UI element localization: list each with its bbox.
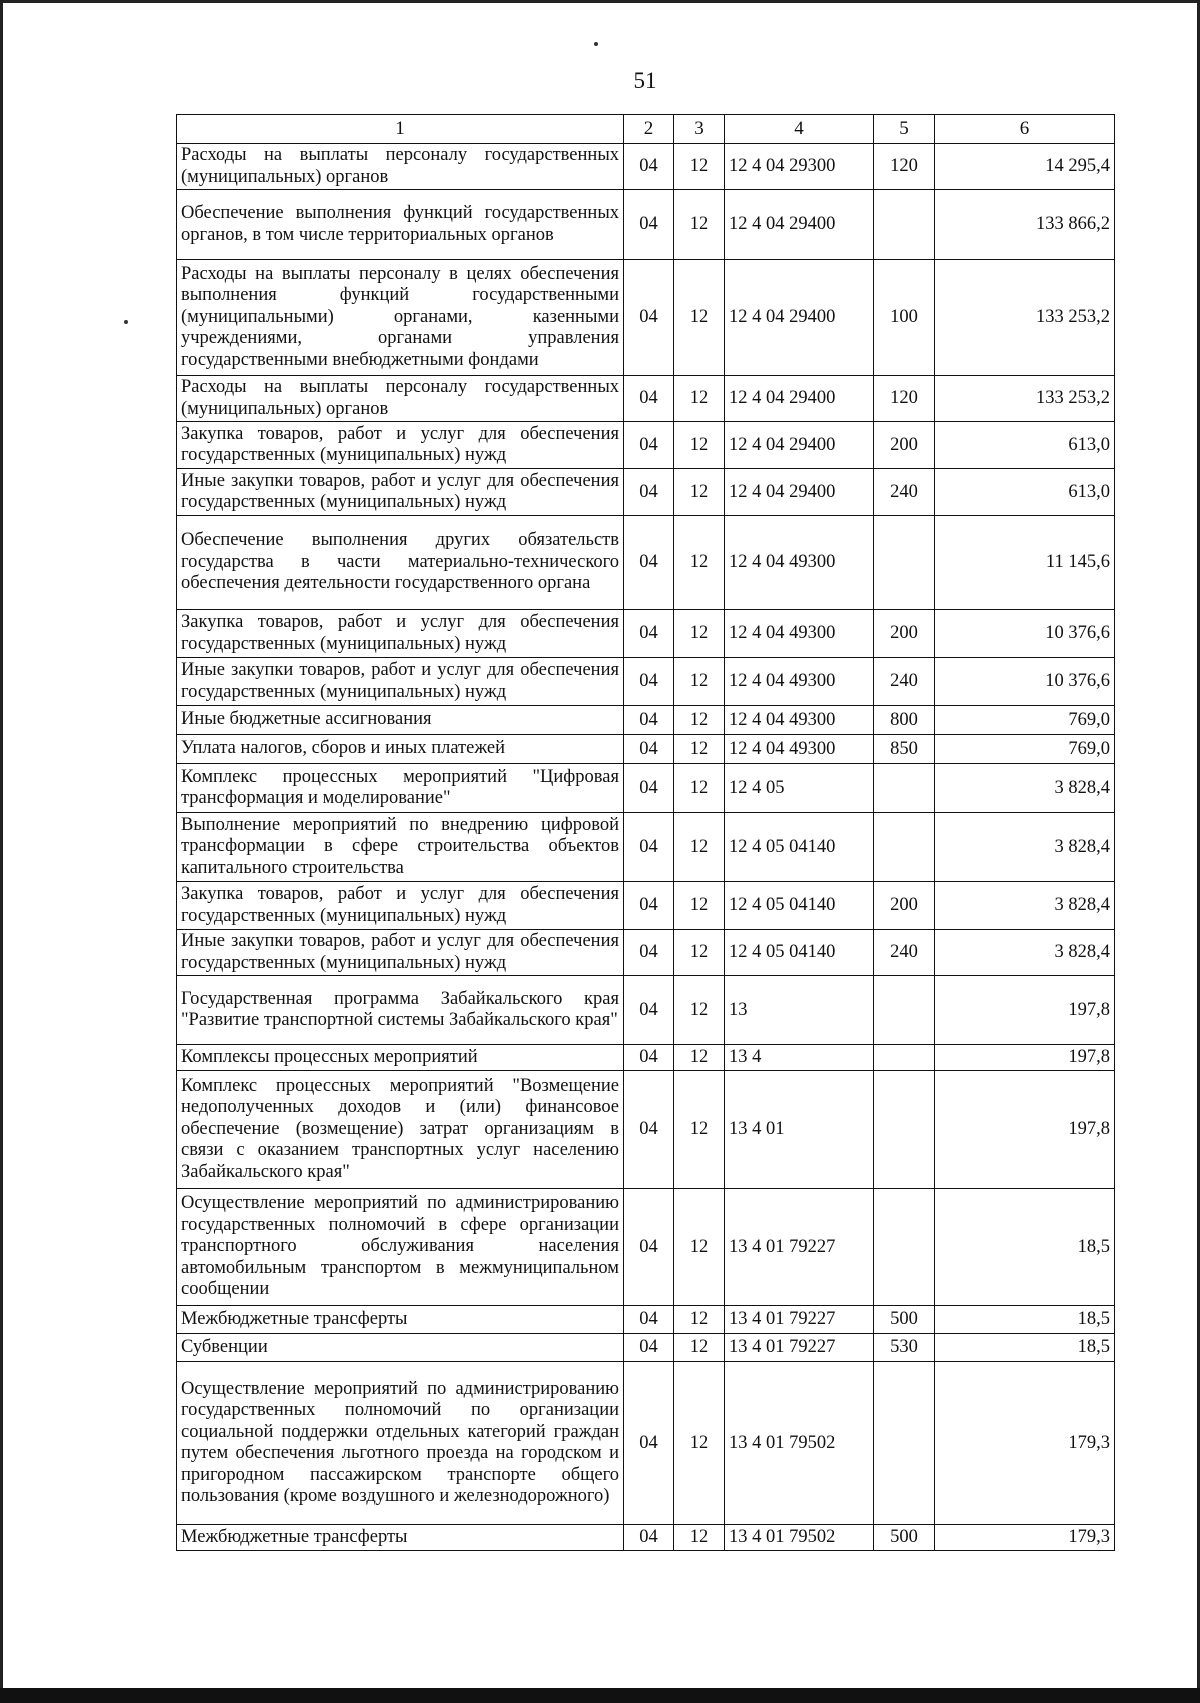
subsection-code: 12 <box>674 469 725 516</box>
expense-name: Государственная программа Забайкальского края "Развитие транспортной системы Забайкальского края" <box>177 976 624 1045</box>
amount: 18,5 <box>935 1189 1115 1306</box>
target-article-code: 12 4 05 04140 <box>725 882 874 930</box>
amount: 3 828,4 <box>935 764 1115 813</box>
target-article-code: 13 4 01 <box>725 1071 874 1189</box>
table-row <box>177 1306 1115 1334</box>
amount: 613,0 <box>935 469 1115 516</box>
expense-type-code: 850 <box>874 735 935 764</box>
section-code: 04 <box>624 1071 674 1189</box>
subsection-code: 12 <box>674 1362 725 1525</box>
expense-type-code: 500 <box>874 1306 935 1334</box>
table-row <box>177 144 1115 190</box>
section-code: 04 <box>624 144 674 190</box>
column-header: 1 <box>177 115 624 144</box>
amount: 133 866,2 <box>935 190 1115 260</box>
column-header: 6 <box>935 115 1115 144</box>
expense-name: Закупка товаров, работ и услуг для обеспечения государственных (муниципальных) нужд <box>177 422 624 469</box>
target-article-code: 12 4 04 29300 <box>725 144 874 190</box>
target-article-code: 13 4 01 79502 <box>725 1362 874 1525</box>
scan-edge-bottom <box>0 1688 1200 1703</box>
expense-name: Расходы на выплаты персоналу государственных (муниципальных) органов <box>177 376 624 422</box>
target-article-code: 13 4 01 79502 <box>725 1525 874 1551</box>
target-article-code: 13 4 01 79227 <box>725 1306 874 1334</box>
expense-name: Осуществление мероприятий по администрированию государственных полномочий по организации социальной поддержки отдельных категорий граждан путем обеспечения льготного проезда на городском и пригородном пассажирском транспорте общего пользования (кроме воздушного и железнодорожного) <box>177 1362 624 1525</box>
target-article-code: 12 4 04 49300 <box>725 735 874 764</box>
target-article-code: 13 4 <box>725 1045 874 1071</box>
expense-name: Обеспечение выполнения других обязательств государства в части материально-технического обеспечения деятельности государственного органа <box>177 516 624 610</box>
target-article-code: 12 4 05 04140 <box>725 930 874 976</box>
expense-name: Иные закупки товаров, работ и услуг для обеспечения государственных (муниципальных) нужд <box>177 658 624 706</box>
amount: 11 145,6 <box>935 516 1115 610</box>
amount: 3 828,4 <box>935 882 1115 930</box>
section-code: 04 <box>624 882 674 930</box>
subsection-code: 12 <box>674 1045 725 1071</box>
section-code: 04 <box>624 260 674 376</box>
expense-type-code: 200 <box>874 422 935 469</box>
expense-type-code: 240 <box>874 469 935 516</box>
subsection-code: 12 <box>674 706 725 735</box>
section-code: 04 <box>624 764 674 813</box>
amount: 179,3 <box>935 1525 1115 1551</box>
table-row <box>177 376 1115 422</box>
subsection-code: 12 <box>674 764 725 813</box>
expense-name: Иные закупки товаров, работ и услуг для обеспечения государственных (муниципальных) нужд <box>177 930 624 976</box>
expense-type-code <box>874 1045 935 1071</box>
subsection-code: 12 <box>674 260 725 376</box>
expense-type-code: 500 <box>874 1525 935 1551</box>
section-code: 04 <box>624 735 674 764</box>
amount: 769,0 <box>935 706 1115 735</box>
amount: 197,8 <box>935 1045 1115 1071</box>
table-row <box>177 930 1115 976</box>
table-row <box>177 1045 1115 1071</box>
subsection-code: 12 <box>674 376 725 422</box>
expense-type-code: 100 <box>874 260 935 376</box>
target-article-code: 12 4 04 29400 <box>725 376 874 422</box>
expense-name: Межбюджетные трансферты <box>177 1525 624 1551</box>
section-code: 04 <box>624 706 674 735</box>
expense-type-code <box>874 1071 935 1189</box>
table-row <box>177 1334 1115 1362</box>
table-row <box>177 1071 1115 1189</box>
expense-type-code: 240 <box>874 658 935 706</box>
amount: 133 253,2 <box>935 260 1115 376</box>
subsection-code: 12 <box>674 610 725 658</box>
target-article-code: 12 4 04 49300 <box>725 658 874 706</box>
subsection-code: 12 <box>674 658 725 706</box>
expense-name: Расходы на выплаты персоналу в целях обеспечения выполнения функций государственными (муниципальными) органами, казенными учреждениями, органами управления государственными внебюджетными фондами <box>177 260 624 376</box>
table-row <box>177 976 1115 1045</box>
section-code: 04 <box>624 1306 674 1334</box>
table-row <box>177 1362 1115 1525</box>
subsection-code: 12 <box>674 735 725 764</box>
column-header: 5 <box>874 115 935 144</box>
amount: 179,3 <box>935 1362 1115 1525</box>
subsection-code: 12 <box>674 144 725 190</box>
table-row <box>177 260 1115 376</box>
amount: 769,0 <box>935 735 1115 764</box>
expense-name: Обеспечение выполнения функций государственных органов, в том числе территориальных органов <box>177 190 624 260</box>
expense-type-code: 240 <box>874 930 935 976</box>
subsection-code: 12 <box>674 882 725 930</box>
amount: 3 828,4 <box>935 930 1115 976</box>
expense-type-code: 200 <box>874 882 935 930</box>
table-header-row <box>177 115 1115 144</box>
section-code: 04 <box>624 1334 674 1362</box>
table-row <box>177 706 1115 735</box>
target-article-code: 12 4 04 29400 <box>725 260 874 376</box>
expense-name: Закупка товаров, работ и услуг для обеспечения государственных (муниципальных) нужд <box>177 610 624 658</box>
table-row <box>177 190 1115 260</box>
section-code: 04 <box>624 376 674 422</box>
expense-type-code: 530 <box>874 1334 935 1362</box>
target-article-code: 12 4 04 49300 <box>725 516 874 610</box>
table-row <box>177 882 1115 930</box>
table-row <box>177 1189 1115 1306</box>
amount: 197,8 <box>935 976 1115 1045</box>
table-row <box>177 764 1115 813</box>
section-code: 04 <box>624 1189 674 1306</box>
expense-name: Расходы на выплаты персоналу государственных (муниципальных) органов <box>177 144 624 190</box>
section-code: 04 <box>624 1362 674 1525</box>
subsection-code: 12 <box>674 1334 725 1362</box>
subsection-code: 12 <box>674 813 725 882</box>
subsection-code: 12 <box>674 976 725 1045</box>
section-code: 04 <box>624 190 674 260</box>
subsection-code: 12 <box>674 1525 725 1551</box>
expense-name: Выполнение мероприятий по внедрению цифровой трансформации в сфере строительства объектов капитального строительства <box>177 813 624 882</box>
expense-type-code: 800 <box>874 706 935 735</box>
section-code: 04 <box>624 1045 674 1071</box>
subsection-code: 12 <box>674 1189 725 1306</box>
expense-name: Субвенции <box>177 1334 624 1362</box>
target-article-code: 12 4 04 49300 <box>725 610 874 658</box>
table-row <box>177 658 1115 706</box>
section-code: 04 <box>624 516 674 610</box>
table-row <box>177 469 1115 516</box>
section-code: 04 <box>624 422 674 469</box>
column-header: 2 <box>624 115 674 144</box>
section-code: 04 <box>624 658 674 706</box>
scan-edge-top <box>0 0 1200 3</box>
table-row <box>177 813 1115 882</box>
expense-name: Уплата налогов, сборов и иных платежей <box>177 735 624 764</box>
table-row <box>177 610 1115 658</box>
amount: 613,0 <box>935 422 1115 469</box>
subsection-code: 12 <box>674 190 725 260</box>
target-article-code: 12 4 04 29400 <box>725 469 874 516</box>
scan-edge-left <box>0 0 3 1703</box>
amount: 3 828,4 <box>935 813 1115 882</box>
column-header: 3 <box>674 115 725 144</box>
expense-type-code: 200 <box>874 610 935 658</box>
amount: 133 253,2 <box>935 376 1115 422</box>
expense-type-code <box>874 813 935 882</box>
amount: 10 376,6 <box>935 658 1115 706</box>
subsection-code: 12 <box>674 1306 725 1334</box>
subsection-code: 12 <box>674 1071 725 1189</box>
target-article-code: 13 4 01 79227 <box>725 1189 874 1306</box>
target-article-code: 12 4 05 <box>725 764 874 813</box>
table-row <box>177 1525 1115 1551</box>
amount: 14 295,4 <box>935 144 1115 190</box>
target-article-code: 13 4 01 79227 <box>725 1334 874 1362</box>
amount: 18,5 <box>935 1334 1115 1362</box>
budget-table <box>176 114 1115 1551</box>
scan-speck <box>124 320 128 324</box>
expense-type-code <box>874 764 935 813</box>
target-article-code: 12 4 04 29400 <box>725 422 874 469</box>
expense-type-code <box>874 976 935 1045</box>
column-header: 4 <box>725 115 874 144</box>
table-row <box>177 422 1115 469</box>
amount: 18,5 <box>935 1306 1115 1334</box>
expense-type-code <box>874 190 935 260</box>
expense-type-code <box>874 1362 935 1525</box>
table-row <box>177 516 1115 610</box>
table-row <box>177 735 1115 764</box>
amount: 10 376,6 <box>935 610 1115 658</box>
section-code: 04 <box>624 930 674 976</box>
target-article-code: 12 4 04 29400 <box>725 190 874 260</box>
expense-name: Иные закупки товаров, работ и услуг для обеспечения государственных (муниципальных) нужд <box>177 469 624 516</box>
expense-type-code: 120 <box>874 144 935 190</box>
expense-name: Комплекс процессных мероприятий "Возмещение недополученных доходов и (или) финансовое обеспечение (возмещение) затрат организациям в связи с оказанием транспортных услуг населению Забайкальского края" <box>177 1071 624 1189</box>
expense-name: Закупка товаров, работ и услуг для обеспечения государственных (муниципальных) нужд <box>177 882 624 930</box>
target-article-code: 13 <box>725 976 874 1045</box>
expense-name: Осуществление мероприятий по администрированию государственных полномочий в сфере организации транспортного обслуживания населения автомобильным транспортом в межмуниципальном сообщении <box>177 1189 624 1306</box>
section-code: 04 <box>624 976 674 1045</box>
page-number: 51 <box>633 68 657 93</box>
scan-speck <box>594 42 598 46</box>
section-code: 04 <box>624 610 674 658</box>
section-code: 04 <box>624 813 674 882</box>
target-article-code: 12 4 05 04140 <box>725 813 874 882</box>
section-code: 04 <box>624 1525 674 1551</box>
section-code: 04 <box>624 469 674 516</box>
expense-name: Комплексы процессных мероприятий <box>177 1045 624 1071</box>
subsection-code: 12 <box>674 516 725 610</box>
expense-name: Иные бюджетные ассигнования <box>177 706 624 735</box>
expense-type-code: 120 <box>874 376 935 422</box>
target-article-code: 12 4 04 49300 <box>725 706 874 735</box>
subsection-code: 12 <box>674 930 725 976</box>
expense-name: Комплекс процессных мероприятий "Цифровая трансформация и моделирование" <box>177 764 624 813</box>
amount: 197,8 <box>935 1071 1115 1189</box>
expense-type-code <box>874 1189 935 1306</box>
subsection-code: 12 <box>674 422 725 469</box>
expense-type-code <box>874 516 935 610</box>
expense-name: Межбюджетные трансферты <box>177 1306 624 1334</box>
